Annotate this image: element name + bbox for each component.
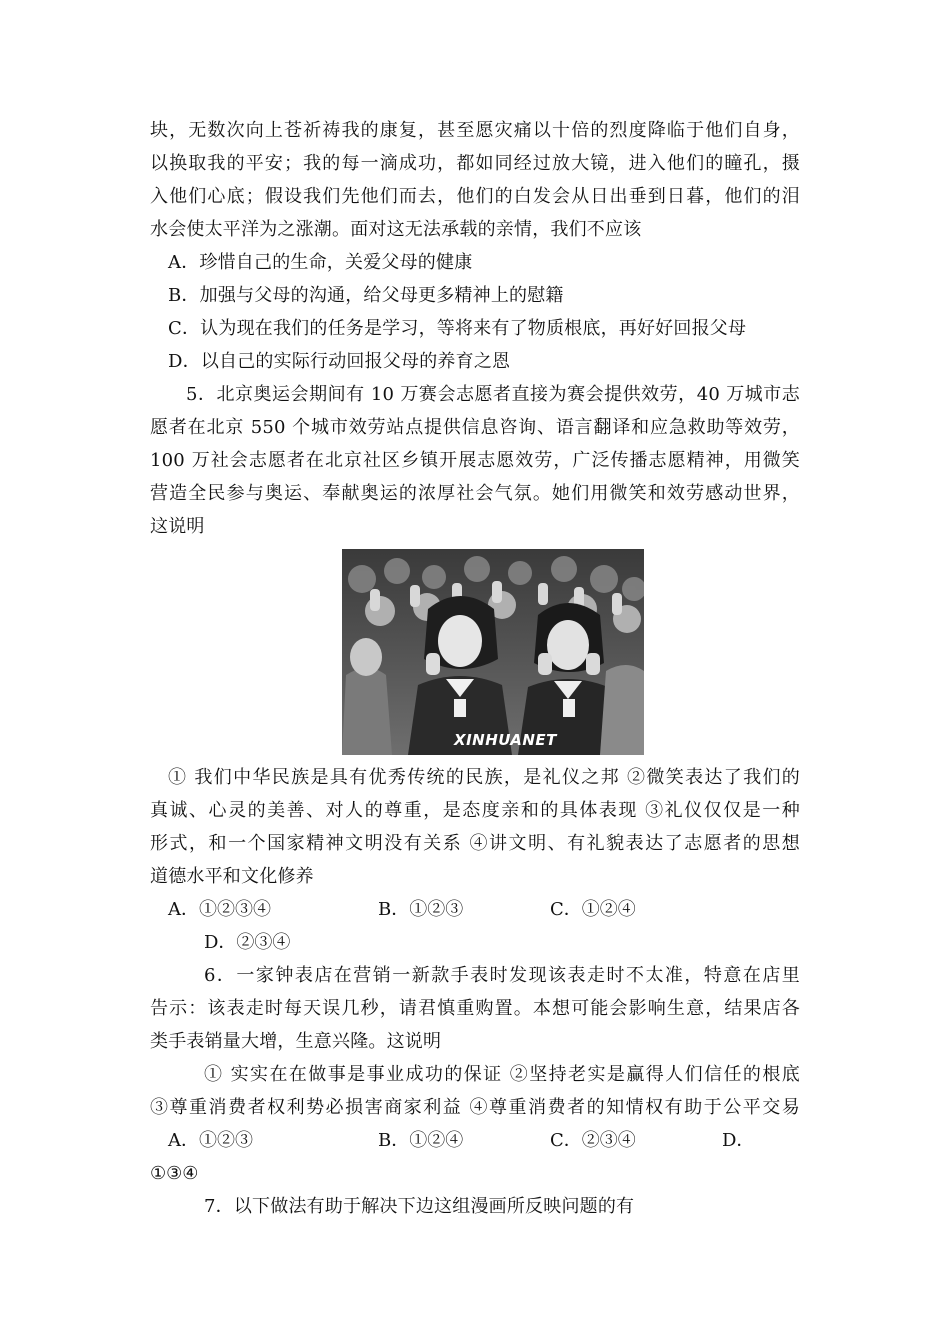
q6-option-b: B．①②④ <box>378 1130 464 1151</box>
q6-statement-line: ① 实实在在做事是事业成功的保证 ②坚持老实是赢得人们信任的根底 <box>204 1064 800 1085</box>
q4-stem-line: 块，无数次向上苍祈祷我的康复，甚至愿灾痛以十倍的烈度降临于他们自身， <box>150 120 800 141</box>
q5-option-d: D．②③④ <box>204 932 291 953</box>
q6-option-c: C．②③④ <box>550 1130 636 1151</box>
q5-statement-line: 道德水平和文化修养 <box>150 866 314 887</box>
volunteers-photo <box>342 549 644 755</box>
q6-option-a: A．①②③ <box>168 1130 253 1151</box>
q4-stem-line: 水会使太平洋为之涨潮。面对这无法承载的亲情，我们不应该 <box>150 219 642 240</box>
q6-stem-line: 告示：该表走时每天误几秒，请君慎重购置。本想可能会影响生意，结果店各 <box>150 998 800 1019</box>
q5-statement-line: ① 我们中华民族是具有优秀传统的民族，是礼仪之邦 ②微笑表达了我们的 <box>168 767 800 788</box>
q4-stem-line: 入他们心底；假设我们先他们而去，他们的白发会从日出垂到日暮，他们的泪 <box>150 186 800 207</box>
volunteers-photo-drawing <box>342 549 644 755</box>
q6-stem-line: 类手表销量大增，生意兴隆。这说明 <box>150 1031 442 1052</box>
q4-option-a: A．珍惜自己的生命，关爱父母的健康 <box>168 252 473 273</box>
q5-statement-line: 真诚、心灵的美善、对人的尊重，是态度亲和的具体表现 ③礼仪仅仅是一种 <box>150 800 800 821</box>
q7-stem-line: 7．以下做法有助于解决下边这组漫画所反映问题的有 <box>204 1196 635 1217</box>
q6-statement-line: ③尊重消费者权利势必损害商家利益 ④尊重消费者的知情权有助于公平交易 <box>150 1097 800 1118</box>
q5-stem-line: 营造全民参与奥运、奉献奥运的浓厚社会气氛。她们用微笑和效劳感动世界， <box>150 483 800 504</box>
q5-stem-line: 这说明 <box>150 516 205 537</box>
q6-stem-line: 6．一家钟表店在营销一新款手表时发现该表走时不太准，特意在店里 <box>204 965 800 986</box>
q5-stem-line: 愿者在北京 550 个城市效劳站点提供信息咨询、语言翻译和应急救助等效劳， <box>150 417 800 438</box>
q5-stem-line: 5．北京奥运会期间有 10 万赛会志愿者直接为赛会提供效劳，40 万城市志 <box>186 384 800 405</box>
q5-statement-line: 形式，和一个国家精神文明没有关系 ④讲文明、有礼貌表达了志愿者的思想 <box>150 833 800 854</box>
q5-option-c: C．①②④ <box>550 899 636 920</box>
q6-option-d-value: ①③④ <box>150 1163 199 1184</box>
q5-stem-line: 100 万社会志愿者在北京社区乡镇开展志愿效劳，广泛传播志愿精神，用微笑 <box>150 450 800 471</box>
q4-option-b: B．加强与父母的沟通，给父母更多精神上的慰籍 <box>168 285 564 306</box>
q5-option-a: A．①②③④ <box>168 899 271 920</box>
q4-stem-line: 以换取我的平安；我的每一滴成功，都如同经过放大镜，进入他们的瞳孔，摄 <box>150 153 800 174</box>
q5-option-b: B．①②③ <box>378 899 464 920</box>
q4-option-d: D．以自己的实际行动回报父母的养育之恩 <box>168 351 511 372</box>
q6-option-d: D． <box>722 1130 755 1151</box>
photo-watermark: XINHUANET <box>454 731 557 749</box>
q4-option-c: C．认为现在我们的任务是学习，等将来有了物质根底，再好好回报父母 <box>168 318 747 339</box>
